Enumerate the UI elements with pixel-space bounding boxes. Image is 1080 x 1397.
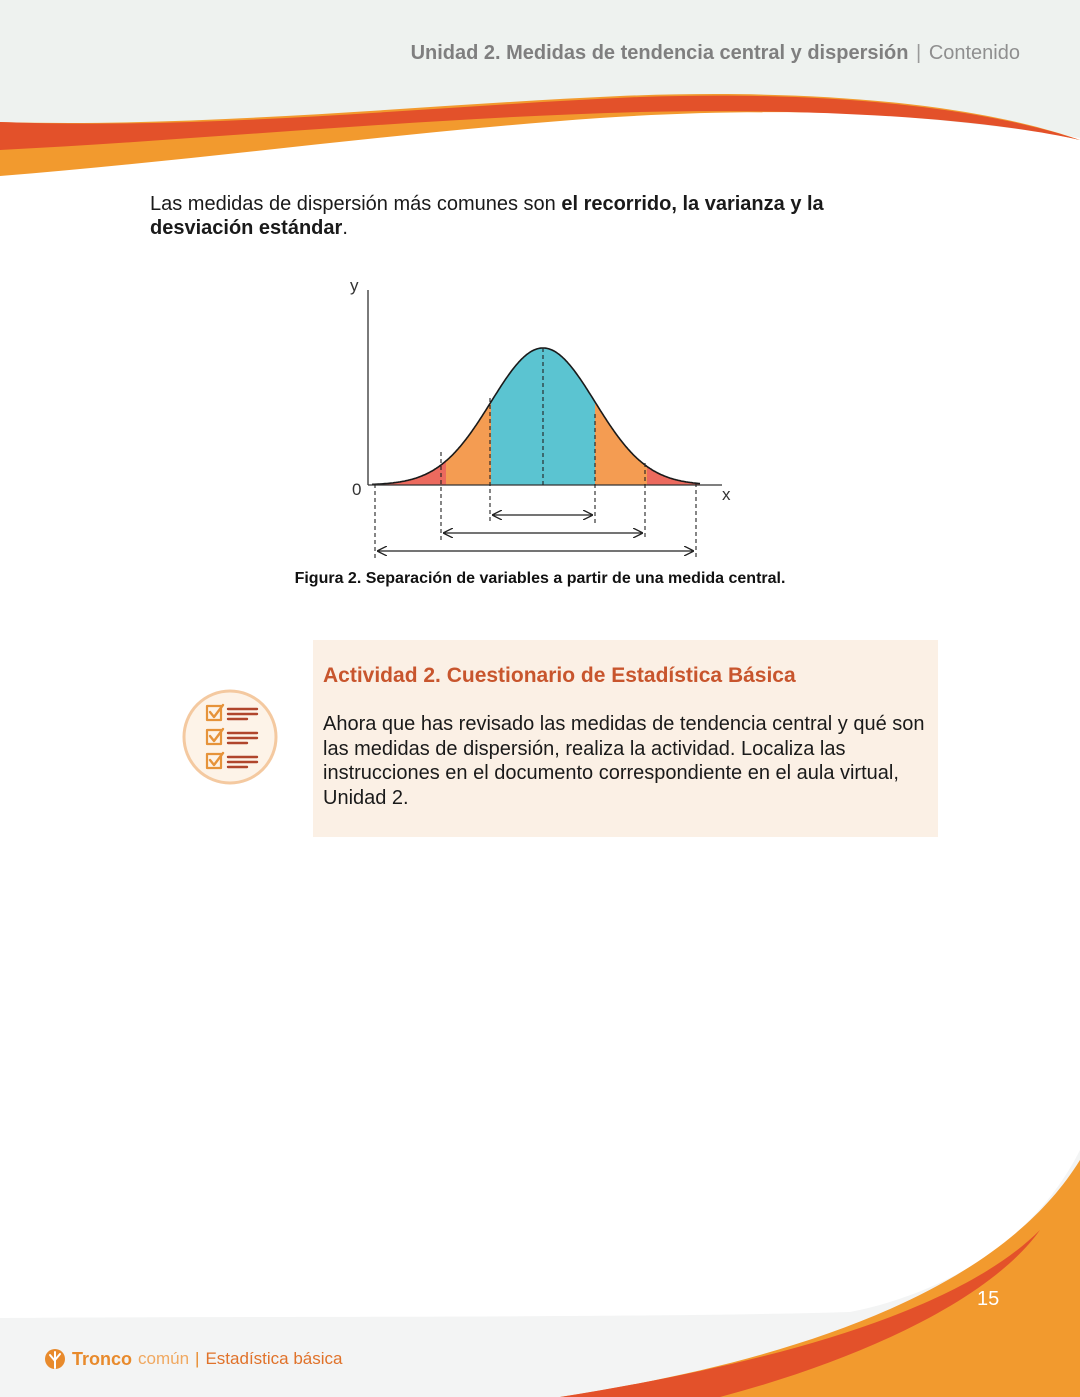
footer-course: Estadística básica xyxy=(205,1349,343,1368)
intro-text-bold: el recorrido, la varianza y la desviación estándar xyxy=(150,193,824,239)
region-outer-left xyxy=(372,461,446,485)
activity-body: Ahora que has revisado las medidas de tendencia central y qué son las medidas de dispersión, realiza la actividad. Localiza las instrucciones en el documento correspondiente en el aula virtual, Unidad 2. xyxy=(323,713,925,809)
figure-caption: Figura 2. Separación de variables a partir de una medida central. xyxy=(294,570,786,587)
intro-paragraph xyxy=(150,192,930,240)
header-unit-title: Unidad 2. Medidas de tendencia central y dispersión xyxy=(410,42,909,64)
region-mid-left xyxy=(446,402,491,485)
footer-brand xyxy=(44,1347,342,1371)
checklist-icon xyxy=(181,688,279,786)
intro-text-plain: Las medidas de dispersión más comunes son xyxy=(150,193,562,215)
x-axis-label: x xyxy=(722,485,731,504)
footer-separator: | xyxy=(195,1349,200,1368)
curve-regions xyxy=(372,348,700,485)
footer-brand-name: Tronco xyxy=(72,1348,133,1369)
tronco-logo-icon xyxy=(44,1348,66,1370)
header-section: Contenido xyxy=(928,42,1020,64)
normal-distribution-figure xyxy=(330,270,750,570)
intro-text-end: . xyxy=(342,217,348,239)
origin-label: 0 xyxy=(352,480,362,499)
activity-title: Actividad 2. Cuestionario de Estadística Básica xyxy=(323,664,796,687)
y-axis-label: y xyxy=(350,276,359,295)
header-title xyxy=(411,42,1020,65)
header-separator: | xyxy=(916,42,922,64)
page-number: 15 xyxy=(977,1288,1000,1310)
region-center xyxy=(491,348,595,485)
activity-box xyxy=(313,640,938,837)
footer-brand-light: común xyxy=(138,1349,190,1368)
